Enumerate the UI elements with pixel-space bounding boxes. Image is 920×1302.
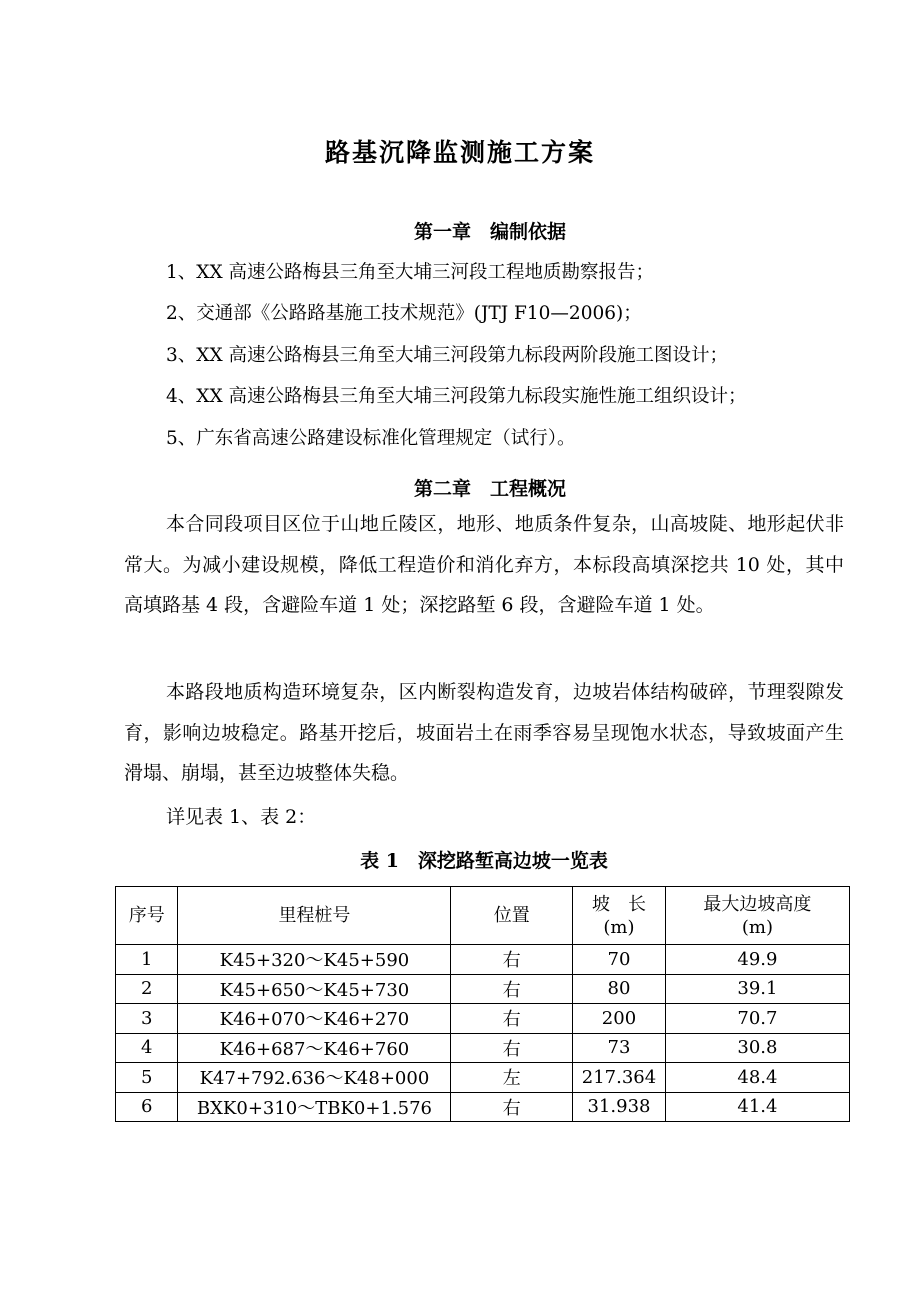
header-length-label: 坡 长 — [591, 893, 646, 915]
cell-mileage: K47+792.636～K48+000 — [178, 1063, 451, 1093]
table-row — [116, 1063, 850, 1093]
table-header-row — [116, 887, 850, 945]
chapter-1-heading: 第一章 编制依据 — [413, 221, 566, 243]
cell-position: 右 — [451, 974, 573, 1004]
table-1-caption: 表 1 深挖路堑高边坡一览表 — [360, 850, 608, 872]
overview-paragraph-2: 本路段地质构造环境复杂，区内断裂构造发育，边坡岩体结构破碎，节理裂隙发育，影响边坡稳定。路基开挖后，坡面岩土在雨季容易呈现饱水状态，导致坡面产生滑塌、崩塌，甚至边坡整体失稳。 — [124, 681, 844, 784]
cell-position: 左 — [451, 1063, 573, 1093]
cell-mileage: BXK0+310～TBK0+1.576 — [178, 1092, 451, 1122]
table-row — [116, 1092, 850, 1122]
header-no: 序号 — [116, 887, 178, 945]
header-mileage: 里程桩号 — [178, 887, 451, 945]
table-row — [116, 945, 850, 975]
cell-position: 右 — [451, 1033, 573, 1063]
table-row — [116, 1033, 850, 1063]
cell-length: 73 — [573, 1033, 666, 1063]
basis-item-5: 5、广东省高速公路建设标准化管理规定（试行）。 — [166, 428, 576, 449]
document-title: 路基沉降监测施工方案 — [324, 138, 595, 167]
cell-no: 1 — [116, 945, 178, 975]
cell-length: 70 — [573, 945, 666, 975]
basis-item-1: 1、XX 高速公路梅县三角至大埔三河段工程地质勘察报告； — [166, 262, 654, 283]
cell-height: 39.1 — [665, 974, 849, 1004]
cell-position: 右 — [451, 1092, 573, 1122]
basis-item-3: 3、XX 高速公路梅县三角至大埔三河段第九标段两阶段施工图设计； — [166, 345, 728, 366]
cell-length: 217.364 — [573, 1063, 666, 1093]
cell-position: 右 — [451, 945, 573, 975]
header-height — [665, 887, 849, 945]
cell-length: 80 — [573, 974, 666, 1004]
cell-no: 2 — [116, 974, 178, 1004]
slope-table — [115, 886, 850, 1122]
cell-height: 30.8 — [665, 1033, 849, 1063]
cell-mileage: K46+070～K46+270 — [178, 1004, 451, 1034]
cell-no: 5 — [116, 1063, 178, 1093]
basis-item-4: 4、XX 高速公路梅县三角至大埔三河段第九标段实施性施工组织设计； — [166, 386, 747, 407]
table-row — [116, 1004, 850, 1034]
table-reference: 详见表 1、表 2： — [166, 806, 317, 828]
header-length — [573, 887, 666, 945]
cell-no: 6 — [116, 1092, 178, 1122]
cell-height: 49.9 — [665, 945, 849, 975]
cell-mileage: K46+687～K46+760 — [178, 1033, 451, 1063]
basis-item-2: 2、交通部《公路路基施工技术规范》(JTJ F10—2006)； — [166, 303, 642, 324]
cell-length: 200 — [573, 1004, 666, 1034]
header-height-label: 最大边坡高度 — [703, 893, 812, 915]
cell-no: 4 — [116, 1033, 178, 1063]
header-position: 位置 — [451, 887, 573, 945]
header-length-unit: (m) — [603, 916, 635, 938]
header-height-unit: (m) — [741, 916, 773, 938]
cell-no: 3 — [116, 1004, 178, 1034]
chapter-2-heading: 第二章 工程概况 — [413, 478, 566, 500]
cell-position: 右 — [451, 1004, 573, 1034]
cell-height: 70.7 — [665, 1004, 849, 1034]
table-row — [116, 974, 850, 1004]
cell-mileage: K45+650～K45+730 — [178, 974, 451, 1004]
cell-length: 31.938 — [573, 1092, 666, 1122]
cell-mileage: K45+320～K45+590 — [178, 945, 451, 975]
cell-height: 41.4 — [665, 1092, 849, 1122]
cell-height: 48.4 — [665, 1063, 849, 1093]
overview-paragraph-1: 本合同段项目区位于山地丘陵区，地形、地质条件复杂，山高坡陡、地形起伏非常大。为减小建设规模，降低工程造价和消化弃方，本标段高填深挖共 10 处，其中高填路基 4 段，含避险车道 1 处；深挖路堑 6 段，含避险车道 1 处。 — [124, 513, 844, 616]
